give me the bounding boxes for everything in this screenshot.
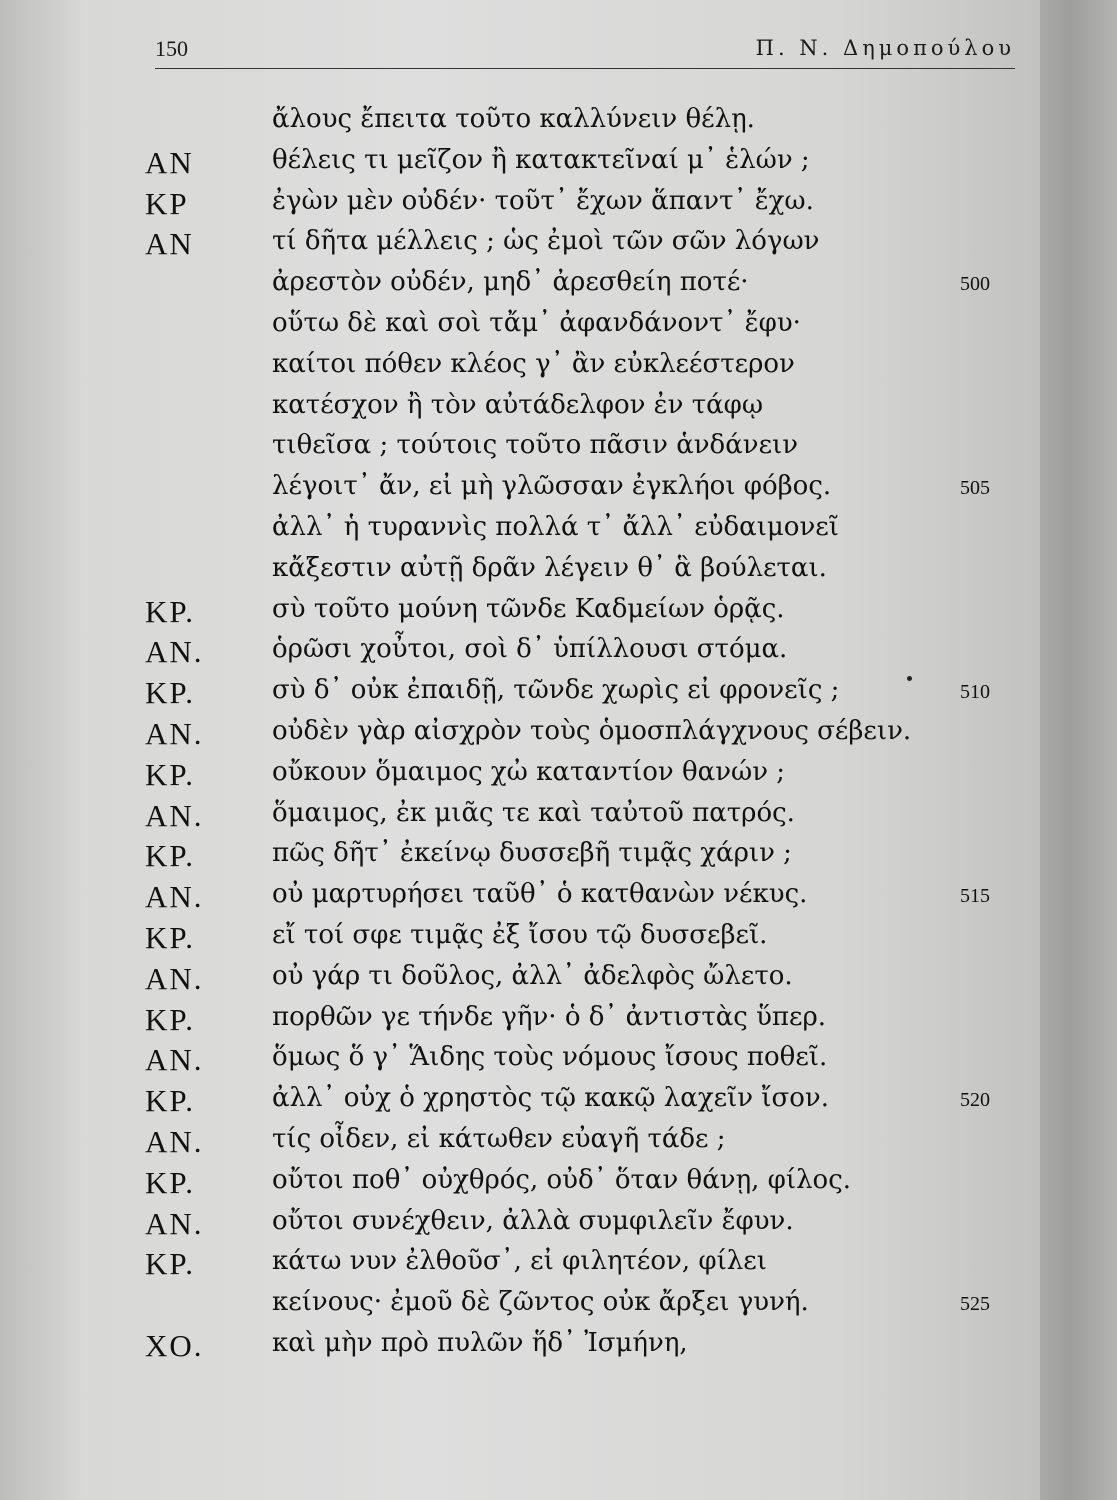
- speaker-label: ΑΝ.: [145, 879, 204, 915]
- verse-text: σὺ τοῦτο μούνη τῶνδε Καδμείων ὁρᾷς.: [272, 593, 785, 624]
- speaker-label: ΑΝ: [145, 226, 194, 262]
- speaker-label: ΚΡ.: [145, 838, 195, 874]
- speaker-label: ΚΡ.: [145, 920, 195, 955]
- verse-line: [0, 267, 1040, 307]
- verse-text: τιθεῖσα ; τούτοις τοῦτο πᾶσιν ἁνδάνειν: [272, 430, 799, 461]
- verse-line: [0, 1246, 1040, 1286]
- speaker-label: ΚΡ.: [145, 1246, 195, 1282]
- verse-text: οὔκουν ὅμαιμος χὠ καταντίον θανών ;: [272, 756, 786, 787]
- speaker-label: ΑΝ.: [145, 1042, 204, 1078]
- facing-page-edge: [1040, 0, 1117, 1500]
- speaker-label: ΑΝ: [145, 144, 194, 180]
- verse-line: [0, 920, 1040, 960]
- line-number: 515: [960, 885, 990, 908]
- speaker-label: ΚΡ.: [145, 1001, 195, 1037]
- verse-line: [0, 1042, 1040, 1082]
- verse-line: [0, 145, 1040, 185]
- verse-line: [0, 838, 1040, 878]
- verse-text: σὺ δ᾽ οὐκ ἐπαιδῇ, τῶνδε χωρὶς εἰ φρονεῖς ;: [272, 675, 840, 706]
- verse-text: ἀλλ᾽ οὐχ ὁ χρηστὸς τῷ κακῷ λαχεῖν ἴσον.: [272, 1083, 829, 1114]
- line-number: 505: [960, 477, 990, 500]
- verse-line: [0, 553, 1040, 593]
- speaker-label: ΚΡ.: [145, 1083, 195, 1119]
- verse-line: [0, 349, 1040, 389]
- speaker-label: ΚΡ.: [145, 675, 195, 711]
- verse-text: πῶς δῆτ᾽ ἐκείνῳ δυσσεβῆ τιμᾷς χάριν ;: [272, 838, 792, 869]
- speaker-label: ΚΡ: [145, 185, 189, 221]
- verse-line: [0, 1287, 1040, 1327]
- verse-line: [0, 430, 1040, 470]
- verse-text: καίτοι πόθεν κλέος γ᾽ ἂν εὐκλεέστερον: [272, 348, 795, 379]
- verse-line: [0, 757, 1040, 797]
- verse-text: κἄξεστιν αὐτῇ δρᾶν λέγειν θ᾽ ἃ βούλεται.: [272, 552, 827, 583]
- verse-text: ὁρῶσι χοὖτοι, σοὶ δ᾽ ὑπίλλουσι στόμα.: [272, 634, 788, 665]
- verse-line: [0, 594, 1040, 634]
- verse-line: [0, 1165, 1040, 1205]
- verse-line: [0, 879, 1040, 919]
- verse-line: [0, 1328, 1040, 1368]
- verse-line: [0, 186, 1040, 226]
- speaker-label: ΑΝ.: [145, 1124, 204, 1159]
- line-number: 500: [960, 273, 990, 296]
- verse-text: εἴ τοί σφε τιμᾷς ἐξ ἴσου τῷ δυσσεβεῖ.: [272, 920, 768, 950]
- verse-text: κείνους· ἐμοῦ δὲ ζῶντος οὐκ ἄρξει γυνή.: [272, 1287, 809, 1318]
- verse-text: ἐγὼν μὲν οὐδέν· τοῦτ᾽ ἔχων ἅπαντ᾽ ἔχω.: [272, 185, 814, 216]
- speaker-label: ΚΡ.: [145, 756, 195, 792]
- verse-line: [0, 308, 1040, 348]
- speaker-label: ΑΝ.: [145, 797, 204, 833]
- speaker-label: ΚΡ.: [145, 1164, 195, 1200]
- speaker-label: ΚΡ.: [145, 593, 195, 629]
- verse-line: [0, 716, 1040, 756]
- verse-text: ἀλλ᾽ ἡ τυραννὶς πολλά τ᾽ ἄλλ᾽ εὐδαιμονεῖ: [272, 512, 839, 542]
- verse-text: πορθῶν γε τήνδε γῆν· ὁ δ᾽ ἀντιστὰς ὕπερ.: [272, 1001, 827, 1032]
- verse-text: ἄλους ἔπειτα τοῦτο καλλύνειν θέλῃ.: [272, 104, 755, 134]
- speaker-label: ΑΝ.: [145, 634, 204, 670]
- verse-text: οὐδὲν γὰρ αἰσχρὸν τοὺς ὁμοσπλάγχνους σέβειν.: [272, 716, 912, 746]
- verse-line: [0, 798, 1040, 838]
- verse-line: [0, 961, 1040, 1001]
- verse-text: κάτω νυν ἐλθοῦσ᾽, εἰ φιλητέον, φίλει: [272, 1246, 767, 1277]
- verse-line: [0, 1083, 1040, 1123]
- speaker-label: ΑΝ.: [145, 960, 204, 996]
- verse-line: [0, 104, 1040, 144]
- verse-text: οὔτοι συνέχθειν, ἀλλὰ συμφιλεῖν ἔφυν.: [272, 1205, 794, 1236]
- verse-line: [0, 1206, 1040, 1246]
- verse-line: [0, 675, 1040, 715]
- verse-line: [0, 226, 1040, 266]
- speaker-label: ΑΝ.: [145, 1205, 204, 1241]
- verse-text: κατέσχον ἢ τὸν αὐτάδελφον ἐν τάφῳ: [272, 389, 764, 420]
- verse-text: ἀρεστὸν οὐδέν, μηδ᾽ ἀρεσθείη ποτέ·: [272, 267, 749, 298]
- speaker-label: ΧΟ.: [145, 1328, 204, 1363]
- verse-text: οὕτω δὲ καὶ σοὶ τἄμ᾽ ἀφανδάνοντ᾽ ἔφυ·: [272, 308, 801, 338]
- page-number: 150: [155, 36, 188, 61]
- verse-text: λέγοιτ᾽ ἄν, εἰ μὴ γλῶσσαν ἐγκλήοι φόβος.: [272, 471, 832, 502]
- verse-text: θέλεις τι μεῖζον ἢ κατακτεῖναί μ᾽ ἑλών ;: [272, 144, 810, 175]
- running-head: Π. Ν. Δημοπούλου: [755, 36, 1015, 60]
- speaker-label: ΑΝ.: [145, 716, 204, 751]
- verse-line: [0, 512, 1040, 552]
- verse-text: οὔτοι ποθ᾽ οὐχθρός, οὐδ᾽ ὅταν θάνῃ, φίλος.: [272, 1164, 852, 1195]
- verse-line: [0, 1002, 1040, 1042]
- verse-line: [0, 471, 1040, 511]
- line-number: 525: [960, 1293, 990, 1316]
- verse-text: τίς οἶδεν, εἰ κάτωθεν εὐαγῆ τάδε ;: [272, 1124, 726, 1154]
- verse-text: οὐ μαρτυρήσει ταῦθ᾽ ὁ κατθανὼν νέκυς.: [272, 879, 808, 910]
- verse-text: ὅμαιμος, ἐκ μιᾶς τε καὶ ταὐτοῦ πατρός.: [272, 797, 795, 828]
- line-number: 510: [960, 681, 990, 704]
- verse-text: οὐ γάρ τι δοῦλος, ἀλλ᾽ ἀδελφὸς ὤλετο.: [272, 960, 793, 991]
- verse-text: τί δῆτα μέλλεις ; ὡς ἐμοὶ τῶν σῶν λόγων: [272, 226, 820, 257]
- speck-mark: [907, 676, 912, 681]
- verse-text: ὅμως ὅ γ᾽ Ἅιδης τοὺς νόμους ἴσους ποθεῖ.: [272, 1042, 828, 1073]
- verse-line: [0, 390, 1040, 430]
- verse-line: [0, 1124, 1040, 1164]
- verse-line: [0, 634, 1040, 674]
- verse-text: καὶ μὴν πρὸ πυλῶν ἥδ᾽ Ἰσμήνη,: [272, 1328, 688, 1358]
- line-number: 520: [960, 1089, 990, 1112]
